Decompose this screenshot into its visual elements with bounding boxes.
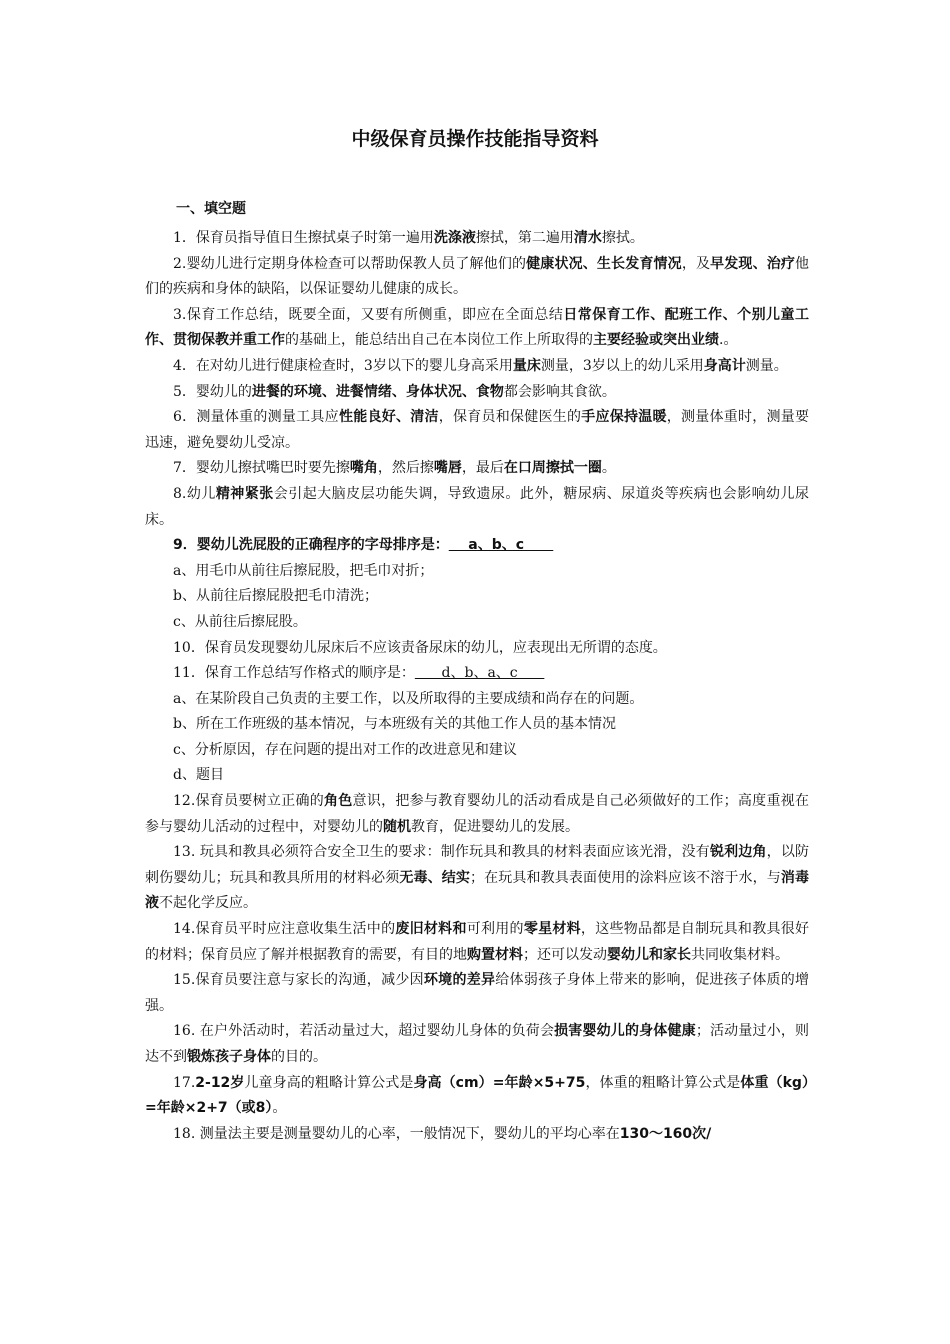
bold-text: 健康状况、生长发育情况 — [526, 255, 682, 272]
text-run: 12.保育员要树立正确的 — [173, 793, 324, 810]
paragraph — [145, 610, 809, 636]
text-run: ，保育员和保健医生的 — [438, 409, 582, 426]
text-run: 8.幼儿 — [173, 485, 216, 502]
paragraph — [145, 380, 809, 406]
paragraph — [145, 226, 809, 252]
bold-text: 9．婴幼儿洗屁股的正确程序的字母排序是： — [173, 537, 449, 554]
paragraph — [145, 763, 809, 789]
paragraph — [145, 738, 809, 764]
text-run: 的目的。 — [271, 1049, 327, 1065]
bold-text: 进餐的环境、进餐情绪、身体状况、食物 — [251, 383, 504, 400]
text-run: 。 — [272, 1100, 287, 1117]
bold-text: 无毒、结实 — [399, 869, 471, 886]
bold-text: 婴幼儿和家长 — [607, 946, 691, 963]
bold-text: 嘴角 — [349, 460, 378, 477]
text-run: c、分析原因，存在问题的提出对工作的改进意见和建议 — [173, 741, 517, 758]
text-run: 教育，促进婴幼儿的发展。 — [411, 818, 579, 835]
bold-text: 随机 — [383, 818, 411, 835]
paragraph — [145, 456, 809, 482]
bold-text: 嘴唇 — [433, 460, 462, 477]
paragraph — [145, 1019, 809, 1070]
bold-text: 锐利边角 — [709, 844, 767, 861]
text-run: b、所在工作班级的基本情况，与本班级有关的其他工作人员的基本情况 — [173, 716, 616, 733]
text-run: 测量。 — [745, 357, 788, 374]
bold-text: 身高计 — [703, 357, 746, 374]
paragraph — [145, 584, 809, 610]
paragraph — [145, 712, 809, 738]
bold-text: 身高（cm）=年龄×5+75 — [413, 1074, 586, 1091]
bold-text: 零星材料 — [523, 921, 581, 938]
paragraph — [145, 533, 809, 559]
bold-text: 手应保持温暖 — [581, 409, 667, 426]
text-run: 7．婴幼儿擦拭嘴巴时要先擦 — [173, 460, 350, 477]
text-run: 不起化学反应。 — [159, 895, 257, 912]
text-run: 10．保育员发现婴幼儿尿床后不应该责备尿床的幼儿，应表现出无所谓的态度。 — [173, 639, 667, 656]
bold-text: 在口周擦拭一圈 — [503, 460, 602, 477]
text-run: 4．在对幼儿进行健康检查时，3岁以下的婴儿身高采用 — [173, 357, 513, 374]
text-run: 6．测量体重的测量工具应 — [173, 409, 339, 426]
text-run: 3.保育工作总结，既要全面，又要有所侧重，即应在全面总结 — [173, 306, 564, 323]
bold-text: 2-12岁 — [195, 1074, 245, 1091]
text-run: 都会影响其食欲。 — [503, 383, 616, 400]
bold-text: 环境的差异 — [423, 972, 496, 989]
bold-text: 清水 — [573, 230, 602, 246]
section-heading: 一、填空题 — [176, 201, 246, 217]
text-run: 15.保育员要注意与家长的沟通，减少因 — [173, 972, 424, 989]
text-run: 14.保育员平时应注意收集生活中的 — [173, 921, 396, 938]
text-run: 会引起大脑皮层功能失调，导致遗尿。此外，糖尿病、尿道炎等疾病也会影响幼儿尿床。 — [145, 485, 810, 528]
answer-blank: d、b、a、c — [414, 665, 545, 682]
paragraph — [145, 968, 809, 1019]
document-body — [145, 226, 809, 1147]
bold-text: 130～160次/ — [619, 1125, 712, 1142]
bold-text: 角色 — [324, 793, 353, 810]
text-run: 可利用的 — [466, 921, 524, 938]
text-run: 18. 测量法主要是测量婴幼儿的心率，一般情况下，婴幼儿的平均心率在 — [173, 1125, 620, 1142]
text-run: 的基础上，能总结出自己在本岗位工作上所取得的 — [285, 332, 593, 349]
bold-text: 早发现、治疗 — [710, 255, 796, 272]
paragraph — [145, 252, 809, 303]
text-run: a、用毛巾从前往后擦屁股，把毛巾对折； — [173, 562, 434, 579]
text-run: c、从前往后擦屁股。 — [173, 613, 307, 630]
bold-text: 量床 — [512, 357, 541, 374]
bold-text: 消毒液 — [145, 869, 810, 912]
text-run: ，然后擦 — [377, 460, 434, 477]
bold-text: 精神紧张 — [215, 485, 274, 502]
text-run: 1．保育员指导值日生擦拭桌子时第一遍用 — [173, 230, 434, 246]
bold-text: 废旧材料和 — [395, 921, 467, 938]
bold-text: 洗涤液 — [433, 230, 476, 246]
text-run: 共同收集材料。 — [691, 946, 789, 963]
paragraph — [145, 661, 809, 687]
text-run: 他们的疾病和身体的缺陷，以保证婴幼儿健康的成长。 — [145, 255, 810, 298]
bold-text: 锻炼孩子身体 — [187, 1049, 271, 1065]
text-run: 11．保育工作总结写作格式的顺序是： — [173, 665, 415, 682]
text-run: ，以防刺伤婴幼儿；玩具和教具所用的材料必须 — [145, 844, 810, 886]
text-run: 擦拭，第二遍用 — [475, 230, 574, 246]
answer-blank: a、b、c — [448, 537, 554, 554]
text-run: 。 — [601, 460, 616, 477]
text-run: b、从前往后擦屁股把毛巾清洗； — [173, 588, 378, 605]
text-run: 测量，3岁以上的幼儿采用 — [540, 357, 704, 374]
bold-text: 日常保育工作、配班工作、个别儿童工作、贯彻保教并重工作 — [145, 306, 810, 349]
text-run: ，测量体重时，测量要迅速，避免婴幼儿受凉。 — [145, 409, 810, 451]
text-run: .。 — [719, 332, 738, 349]
text-run: ；在玩具和教具表面使用的涂料应该不溶于水，与 — [470, 869, 781, 886]
paragraph — [145, 840, 809, 917]
text-run: 给体弱孩子身体上带来的影响，促进孩子体质的增强。 — [145, 972, 810, 1014]
bold-text: 损害婴幼儿的身体健康 — [554, 1023, 696, 1040]
paragraph — [145, 1071, 809, 1122]
text-run: d、题目 — [173, 767, 224, 784]
paragraph — [145, 354, 809, 380]
document-title: 中级保育员操作技能指导资料 — [351, 128, 599, 150]
text-run: 擦拭。 — [601, 230, 644, 246]
text-run: a、在某阶段自己负责的主要工作，以及所取得的主要成绩和尚存在的问题。 — [173, 690, 644, 707]
text-run: 13. 玩具和教具必须符合安全卫生的要求：制作玩具和教具的材料表面应该光滑，没有 — [173, 844, 710, 861]
bold-text: 体重（kg）=年龄×2+7（或8） — [145, 1074, 810, 1117]
text-run: 16. 在户外活动时，若活动量过大，超过婴幼儿身体的负荷会 — [173, 1023, 555, 1040]
paragraph — [145, 636, 809, 662]
text-run: ，及 — [681, 255, 711, 272]
text-run: 儿童身高的粗略计算公式是 — [244, 1074, 414, 1091]
text-run: ；活动量过小，则达不到 — [145, 1023, 810, 1065]
paragraph — [145, 482, 809, 533]
paragraph — [145, 405, 809, 456]
text-run: ，最后 — [461, 460, 504, 477]
text-run: 17. — [173, 1074, 196, 1091]
text-run: 2.婴幼儿进行定期身体检查可以帮助保教人员了解他们的 — [173, 255, 527, 272]
paragraph — [145, 687, 809, 713]
text-run: ，体重的粗略计算公式是 — [585, 1074, 741, 1091]
paragraph — [145, 1122, 809, 1148]
bold-text: 主要经验或突出业绩 — [593, 332, 719, 349]
paragraph — [145, 789, 809, 840]
text-run: 5．婴幼儿的 — [173, 383, 252, 400]
bold-text: 性能良好、清洁 — [338, 409, 439, 426]
paragraph — [145, 559, 809, 585]
bold-text: 购置材料 — [467, 946, 523, 963]
text-run: 意识，把参与教育婴幼儿的活动看成是自己必须做好的工作；高度重视在参与婴幼儿活动的过程中，对婴幼儿的 — [145, 793, 810, 835]
text-run: ，这些物品都是自制玩具和教具很好的材料；保育员应了解并根据教育的需要，有目的地 — [145, 921, 810, 963]
paragraph — [145, 917, 809, 968]
paragraph — [145, 303, 809, 354]
text-run: ；还可以发动 — [523, 946, 607, 963]
